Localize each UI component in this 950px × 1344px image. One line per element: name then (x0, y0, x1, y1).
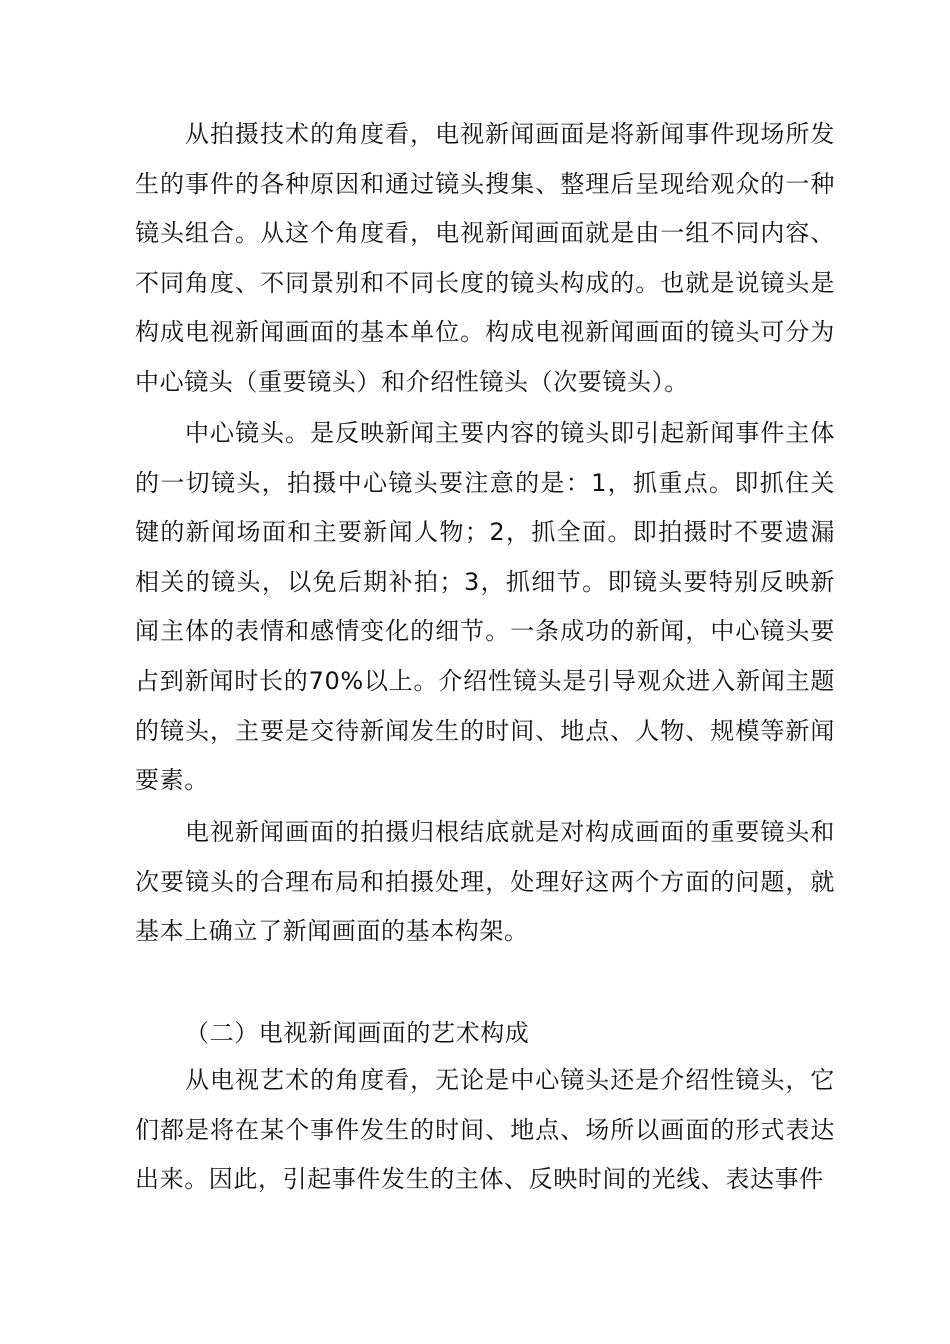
paragraph-central-shots: 中心镜头。是反映新闻主要内容的镜头即引起新闻事件主体的一切镜头，拍摄中心镜头要注意的是：1，抓重点。即抓住关键的新闻场面和主要新闻人物；2，抓全面。即拍摄时不要遗漏相关的镜头，以免后期补拍；3，抓细节。即镜头要特别反映新闻主体的表情和感情变化的细节。一条成功的新闻，中心镜头要占到新闻时长的70%以上。介绍性镜头是引导观众进入新闻主题的镜头，主要是交待新闻发生的时间、地点、人物、规模等新闻要素。 (135, 419, 835, 795)
paragraph-artistic-composition: 从电视艺术的角度看，无论是中心镜头还是介绍性镜头，它们都是将在某个事件发生的时间、地点、场所以画面的形式表达出来。因此，引起事件发生的主体、反映时间的光线、表达事件 (135, 1066, 835, 1194)
section-heading: （二）电视新闻画面的艺术构成 (185, 1019, 530, 1047)
paragraph-shot-composition: 从拍摄技术的角度看，电视新闻画面是将新闻事件现场所发生的事件的各种原因和通过镜头搜集、整理后呈现给观众的一种镜头组合。从这个角度看，电视新闻画面就是由一组不同内容、不同角度、不同景别和不同长度的镜头构成的。也就是说镜头是构成电视新闻画面的基本单位。构成电视新闻画面的镜头可分为中心镜头（重要镜头）和介绍性镜头（次要镜头）。 (135, 120, 835, 396)
paragraph-shot-layout: 电视新闻画面的拍摄归根结底就是对构成画面的重要镜头和次要镜头的合理布局和拍摄处理，处理好这两个方面的问题，就基本上确立了新闻画面的基本构架。 (135, 818, 835, 946)
